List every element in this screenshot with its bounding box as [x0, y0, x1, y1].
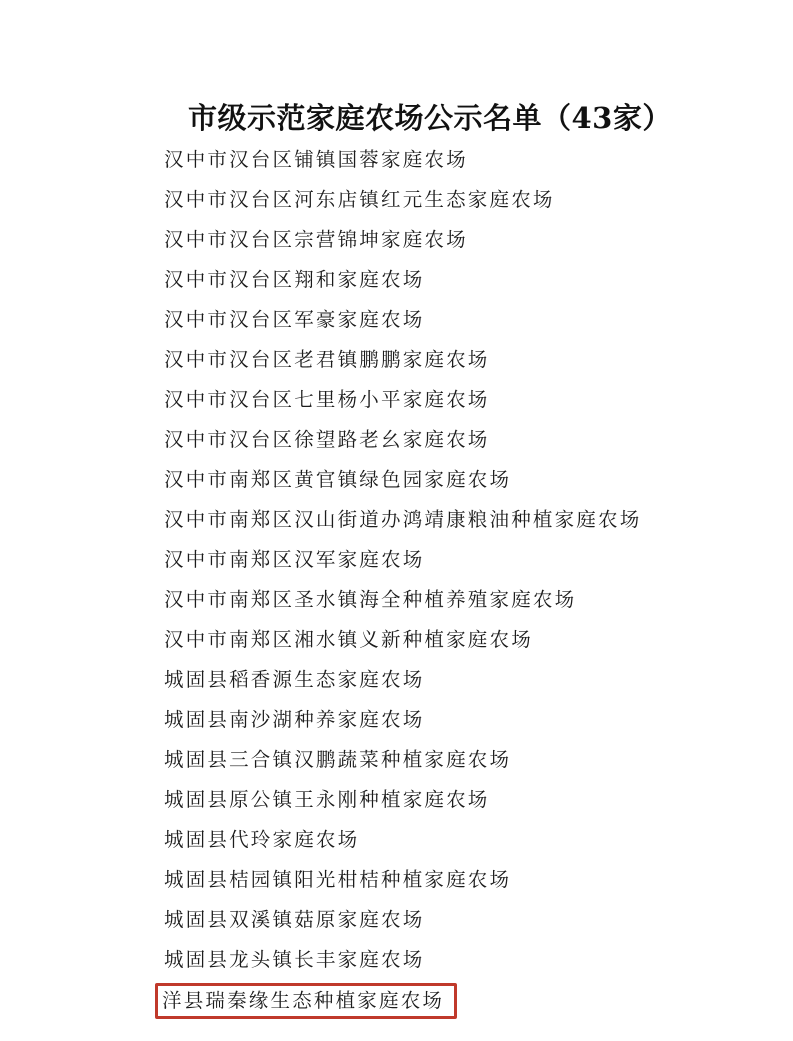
farm-name: 汉中市汉台区七里杨小平家庭农场	[164, 388, 490, 411]
farm-name: 汉中市汉台区军豪家庭农场	[164, 308, 425, 331]
farm-name: 城固县南沙湖种养家庭农场	[164, 708, 425, 731]
farm-list-item	[164, 466, 641, 506]
farm-name: 汉中市南郑区汉军家庭农场	[164, 548, 425, 571]
farm-list-item	[164, 626, 641, 666]
farm-name: 城固县桔园镇阳光柑桔种植家庭农场	[164, 868, 512, 891]
farm-name: 城固县龙头镇长丰家庭农场	[164, 948, 425, 971]
farm-name: 汉中市汉台区徐望路老幺家庭农场	[164, 428, 490, 451]
farm-name: 汉中市南郑区汉山街道办鸿靖康粮油种植家庭农场	[164, 508, 642, 531]
farm-name: 城固县代玲家庭农场	[164, 828, 360, 851]
farm-list-item	[164, 346, 641, 386]
farm-name: 汉中市南郑区黄官镇绿色园家庭农场	[164, 468, 512, 491]
farm-list-item	[164, 706, 641, 746]
farm-list-item	[164, 266, 641, 306]
farm-list-item	[164, 186, 641, 226]
farm-list-item	[164, 906, 641, 946]
farm-list-item	[164, 306, 641, 346]
farm-name: 汉中市汉台区铺镇国蓉家庭农场	[164, 148, 468, 171]
farm-name: 汉中市南郑区圣水镇海全种植养殖家庭农场	[164, 588, 577, 611]
farm-list-item	[164, 666, 641, 706]
farm-name: 汉中市汉台区河东店镇红元生态家庭农场	[164, 188, 555, 211]
farm-name: 城固县稻香源生态家庭农场	[164, 668, 425, 691]
farm-list	[164, 146, 641, 1026]
farm-list-item	[164, 226, 641, 266]
farm-list-item	[164, 866, 641, 906]
farm-name: 城固县三合镇汉鹏蔬菜种植家庭农场	[164, 748, 512, 771]
farm-list-item	[164, 786, 641, 826]
farm-list-item	[164, 506, 641, 546]
farm-name: 城固县原公镇王永刚种植家庭农场	[164, 788, 490, 811]
farm-list-item	[164, 386, 641, 426]
farm-name: 城固县双溪镇菇原家庭农场	[164, 908, 425, 931]
farm-list-item	[164, 146, 641, 186]
farm-list-item	[164, 826, 641, 866]
farm-name: 汉中市汉台区翔和家庭农场	[164, 268, 425, 291]
farm-list-item	[164, 586, 641, 626]
farm-list-item	[164, 546, 641, 586]
farm-list-item	[164, 946, 641, 986]
farm-list-item	[164, 426, 641, 466]
farm-name: 汉中市南郑区湘水镇义新种植家庭农场	[164, 628, 533, 651]
farm-name: 汉中市汉台区宗营锦坤家庭农场	[164, 228, 468, 251]
farm-name: 汉中市汉台区老君镇鹏鹏家庭农场	[164, 348, 490, 371]
farm-name-highlighted: 洋县瑞秦缘生态种植家庭农场	[155, 983, 457, 1019]
document-title: 市级示范家庭农场公示名单（43家）	[188, 101, 672, 135]
farm-list-item	[164, 746, 641, 786]
farm-list-item-highlighted	[164, 986, 641, 1026]
